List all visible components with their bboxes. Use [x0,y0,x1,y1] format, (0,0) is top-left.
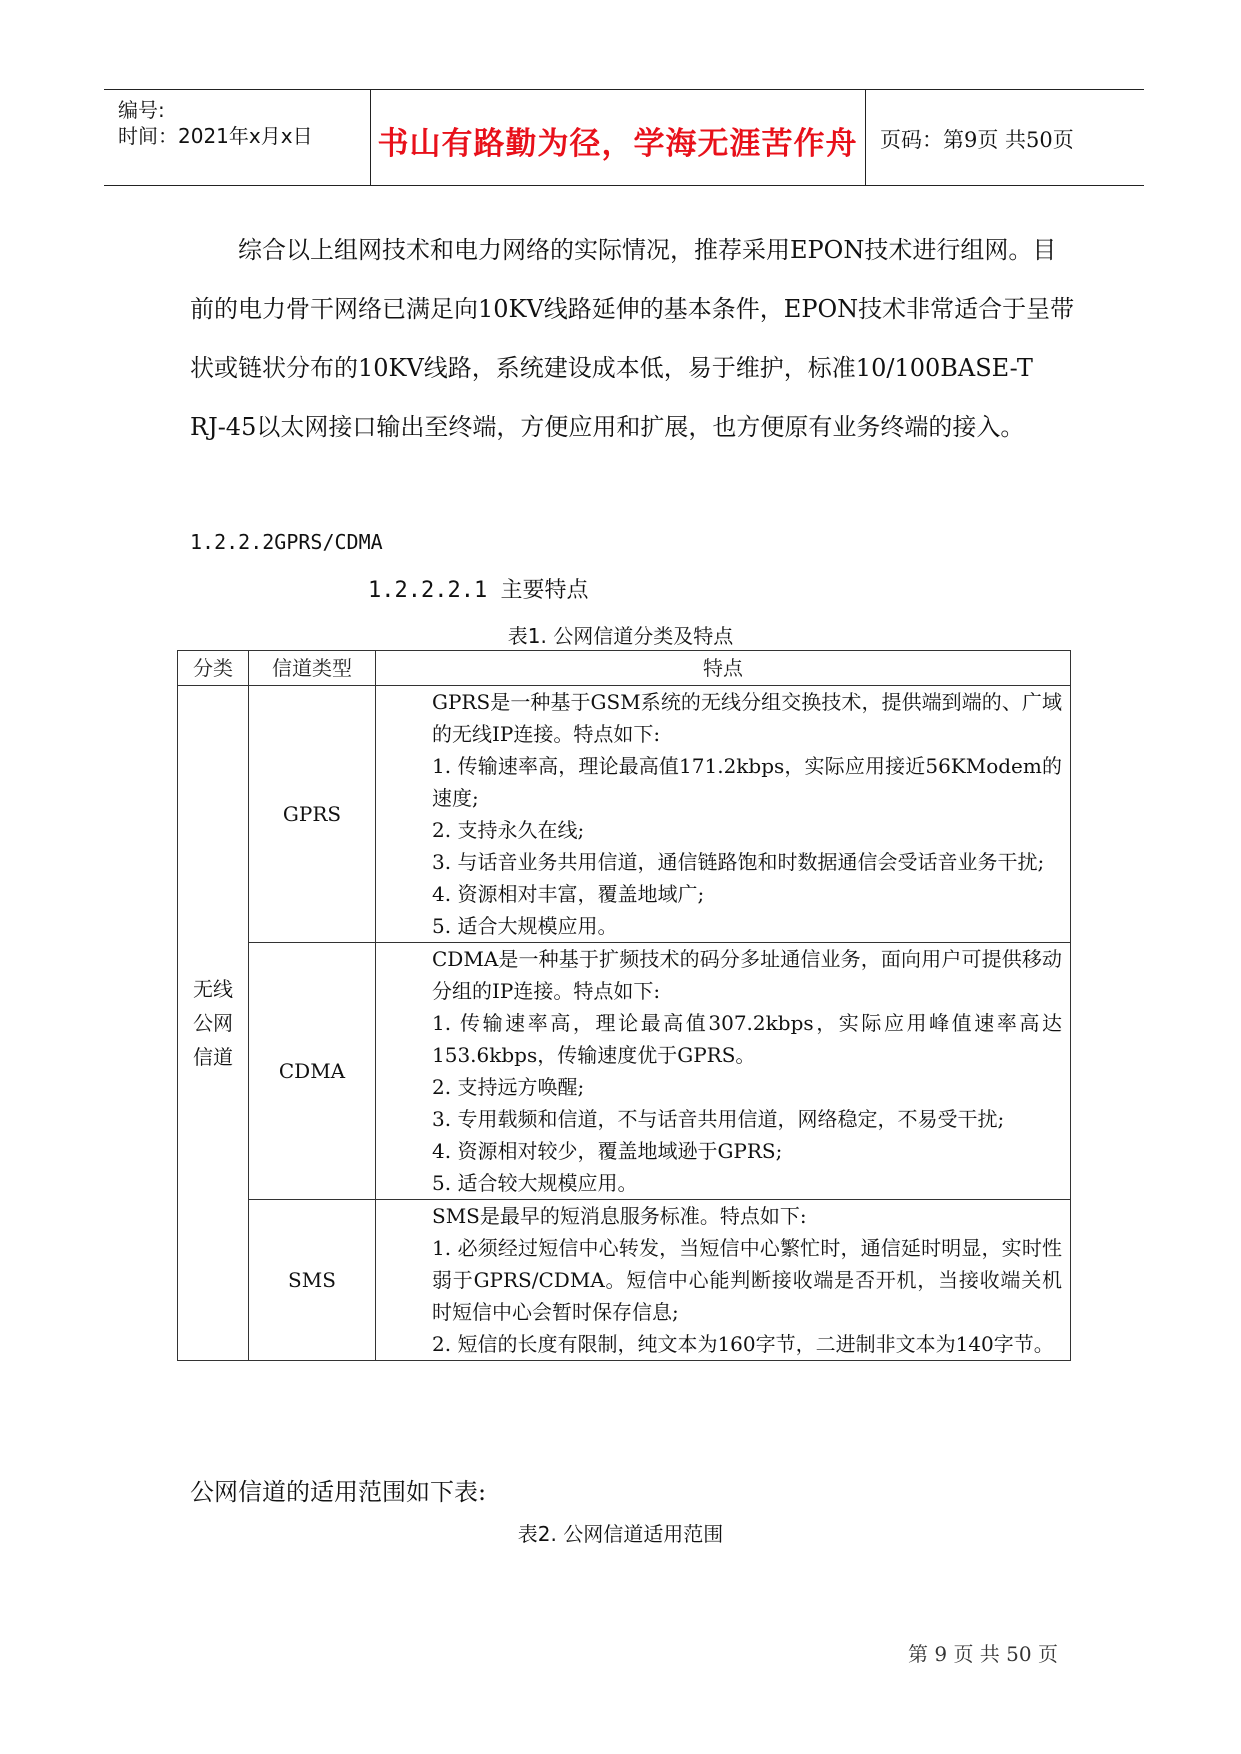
feature-line: GPRS是一种基于GSM系统的无线分组交换技术，提供端到端的、广域的无线IP连接。特点如下: [432,690,1062,746]
feature-line: 5. 适合较大规模应用。 [432,1171,638,1195]
document-time-label: 时间：2021年x月x日 [118,124,313,148]
header-features: 特点 [376,651,1071,686]
feature-line: 2. 支持永久在线; [432,818,585,842]
paragraph-text: 综合以上组网技术和电力网络的实际情况，推荐采用EPON技术进行组网。目前的电力骨干网络已满足向10KV线路延伸的基本条件，EPON技术非常适合于呈带状或链状分布的10KV线路，系统建设成本低，易于维护，标准10/100BASE-T RJ-45以太网接口输出至终端，方便应用和扩展，也方便原有业务终端的接入。 [190,236,1075,441]
table-header-row [178,651,1071,686]
header-page-cell [866,90,1144,185]
document-header [104,89,1144,186]
feature-line: 5. 适合大规模应用。 [432,914,618,938]
channel-type-sms: SMS [249,1200,376,1361]
section-heading-1-2-2-2: 1.2.2.2GPRS/CDMA [190,530,383,554]
feature-line: 4. 资源相对丰富，覆盖地域广; [432,882,705,906]
document-number-label: 编号: [118,98,165,122]
header-motto-cell [370,90,866,185]
feature-line: 1. 传输速率高，理论最高值171.2kbps，实际应用接近56KModem的速度; [432,754,1062,810]
feature-line: 3. 与话音业务共用信道，通信链路饱和时数据通信会受话音业务干扰; [432,850,1045,874]
table-row-cdma [178,943,1071,1200]
table1-caption: 表1. 公网信道分类及特点 [507,624,734,648]
feature-line: SMS是最早的短消息服务标准。特点如下: [432,1204,807,1228]
table2-caption: 表2. 公网信道适用范围 [517,1522,724,1546]
table-row-sms [178,1200,1071,1361]
feature-line: 1. 必须经过短信中心转发，当短信中心繁忙时，通信延时明显，实时性弱于GPRS/CDMA。短信中心能判断接收端是否开机，当接收端关机时短信中心会暂时保存信息; [432,1236,1062,1324]
feature-line: 4. 资源相对较少，覆盖地域逊于GPRS; [432,1139,783,1163]
features-gprs [376,686,1071,943]
feature-line: 2. 支持远方唤醒; [432,1075,585,1099]
section-heading-1-2-2-2-1: 1.2.2.2.1 主要特点 [368,578,589,603]
header-info-cell [104,90,371,185]
channel-classification-table [177,650,1071,1361]
header-category: 分类 [178,651,249,686]
after-table-text: 公网信道的适用范围如下表: [190,1478,487,1506]
table-row-gprs [178,686,1071,943]
page-footer: 第 9 页 共 50 页 [908,1642,1058,1666]
header-page-label: 页码：第9页 共50页 [880,128,1074,152]
feature-line: 1. 传输速率高，理论最高值307.2kbps，实际应用峰值速率高达153.6kbps，传输速度优于GPRS。 [432,1011,1062,1067]
header-channel-type: 信道类型 [249,651,376,686]
feature-line: 2. 短信的长度有限制，纯文本为160字节，二进制非文本为140字节。 [432,1332,1054,1356]
body-paragraph [190,221,1075,457]
feature-line: CDMA是一种基于扩频技术的码分多址通信业务，面向用户可提供移动分组的IP连接。特点如下: [432,947,1062,1003]
channel-type-cdma: CDMA [249,943,376,1200]
feature-line: 3. 专用载频和信道，不与话音共用信道，网络稳定，不易受干扰; [432,1107,1005,1131]
channel-type-gprs: GPRS [249,686,376,943]
features-cdma [376,943,1071,1200]
category-cell: 无线公网信道 [178,686,249,1361]
header-motto: 书山有路勤为径，学海无涯苦作舟 [377,126,858,162]
features-sms [376,1200,1071,1361]
